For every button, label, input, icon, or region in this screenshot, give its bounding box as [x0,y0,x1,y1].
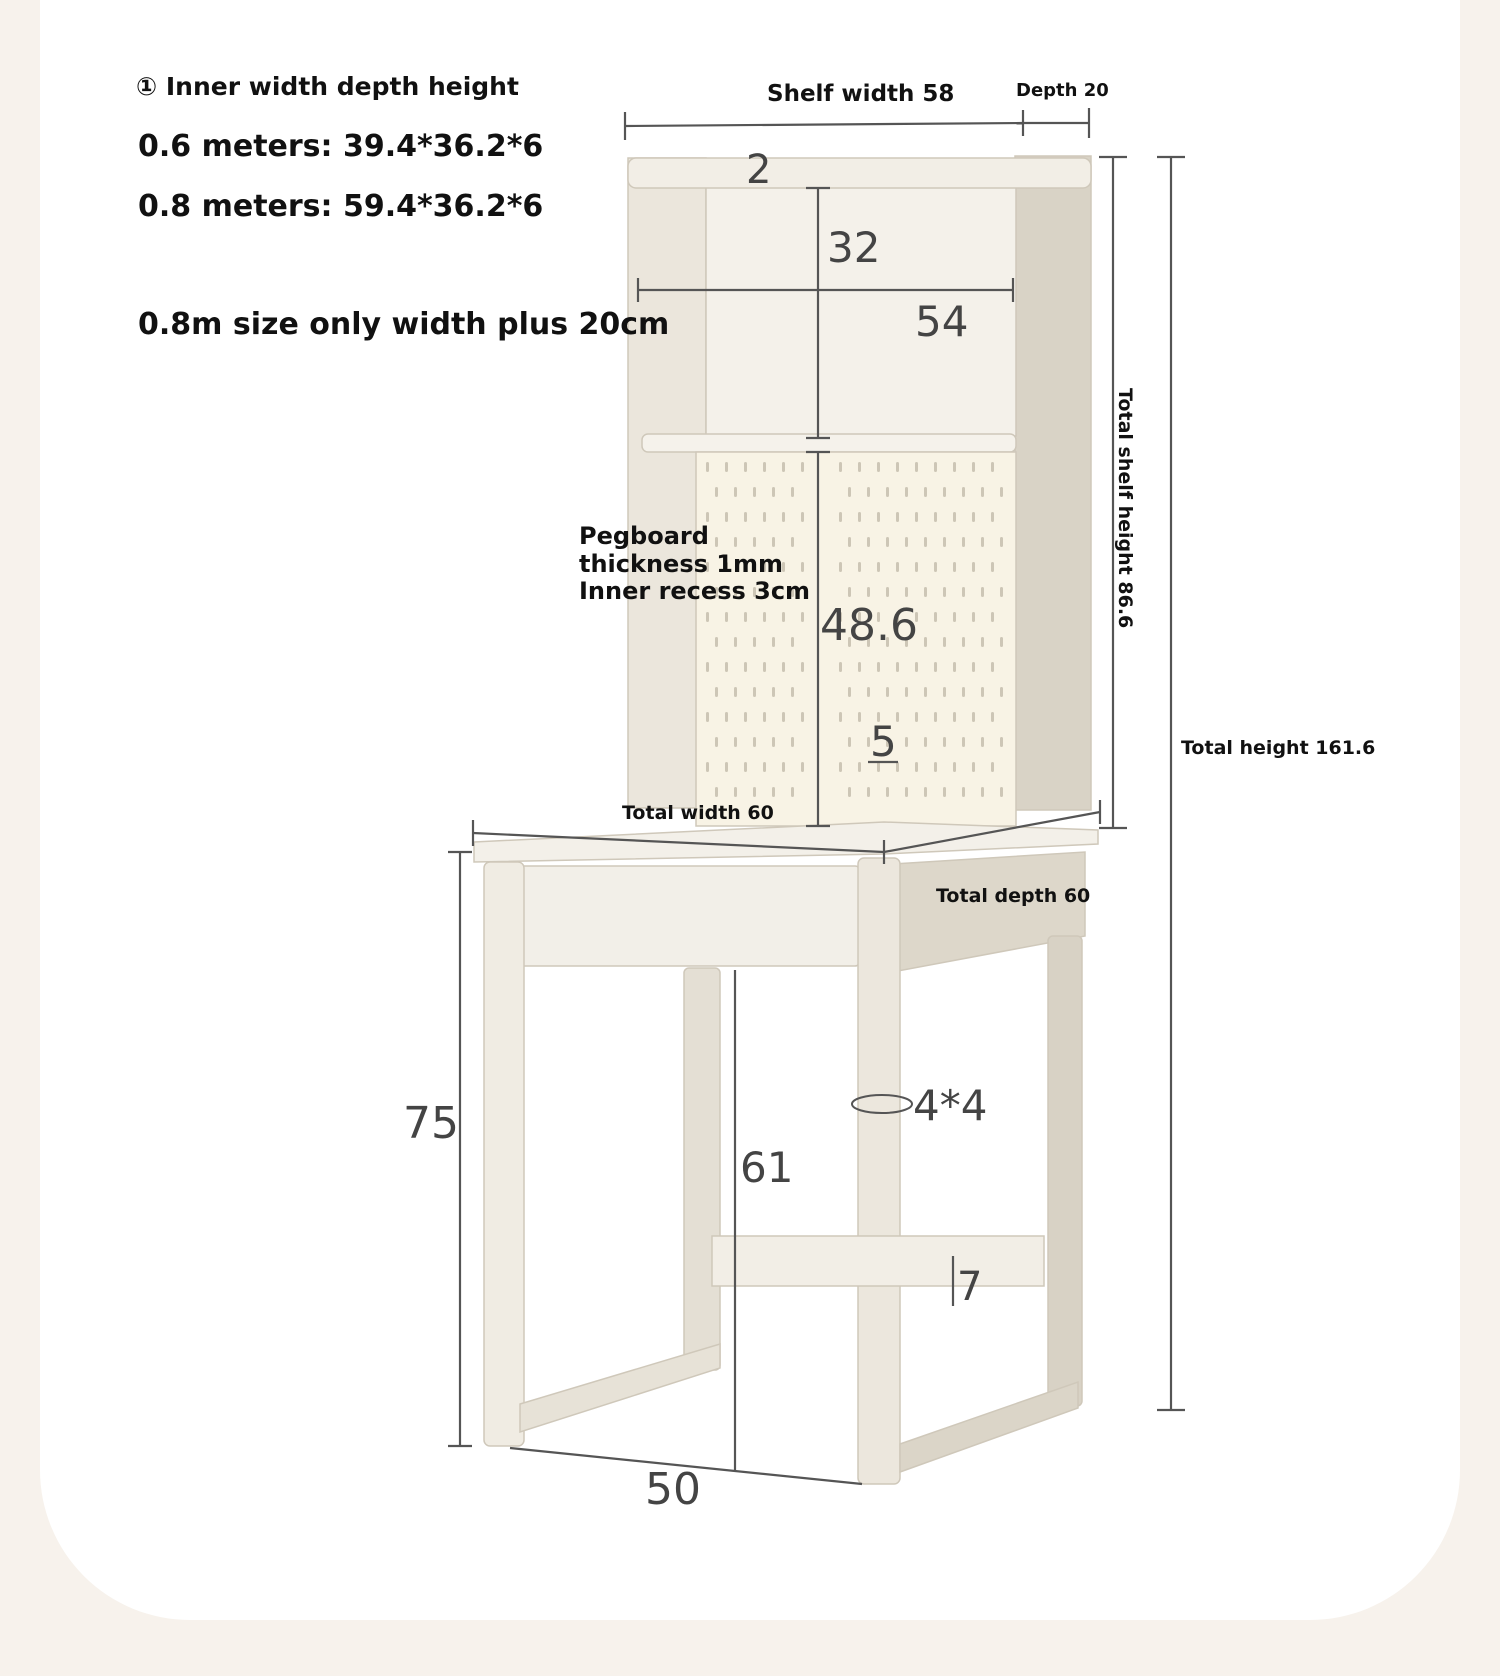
dim-upper-height: 32 [827,223,881,272]
label-total-shelf-height: Total shelf height 86.6 [1114,388,1136,629]
info-line-08m: 0.8 meters: 59.4*36.2*6 [138,189,544,224]
dim-hole: 5 [870,717,897,766]
label-pegboard-2: thickness 1mm [579,550,783,578]
hutch-right-panel [1015,156,1091,810]
label-pegboard-1: Pegboard [579,522,709,550]
label-total-depth: Total depth 60 [936,885,1091,907]
dim-rail: 7 [957,1264,983,1310]
info-heading: ① Inner width depth height [136,72,519,101]
side-stretcher-right [900,1382,1078,1472]
desk-leg-front-left [484,862,524,1446]
label-shelf-width: Shelf width 58 [767,81,955,107]
dim-desk-height: 75 [403,1098,459,1149]
desk-illustration [474,156,1098,1484]
info-note: 0.8m size only width plus 20cm [138,307,670,342]
dim-leg: 4*4 [913,1081,988,1130]
info-line-06m: 0.6 meters: 39.4*36.2*6 [138,129,544,164]
desk-drawer [512,866,860,966]
desk-leg-front-right [858,858,900,1484]
side-stretcher-left [520,1344,720,1432]
hutch-shelf [642,434,1016,452]
rear-stretcher [712,1236,1044,1286]
dim-pegboard-height: 48.6 [820,600,918,651]
dim-knee-height: 61 [740,1143,794,1192]
desk-leg-back-right [1048,936,1082,1406]
desk-leg-back-left [684,968,720,1370]
label-total-height: Total height 161.6 [1181,737,1376,759]
hutch-top-board [628,158,1091,188]
label-depth-top: Depth 20 [1016,80,1109,101]
hutch-left-panel [628,158,706,808]
dim-top-board: 2 [746,147,772,193]
dim-base-depth: 50 [645,1464,701,1515]
label-total-width: Total width 60 [622,802,774,824]
label-pegboard-3: Inner recess 3cm [579,577,811,605]
dim-inner-width: 54 [915,297,969,346]
desk-top [474,822,1098,862]
